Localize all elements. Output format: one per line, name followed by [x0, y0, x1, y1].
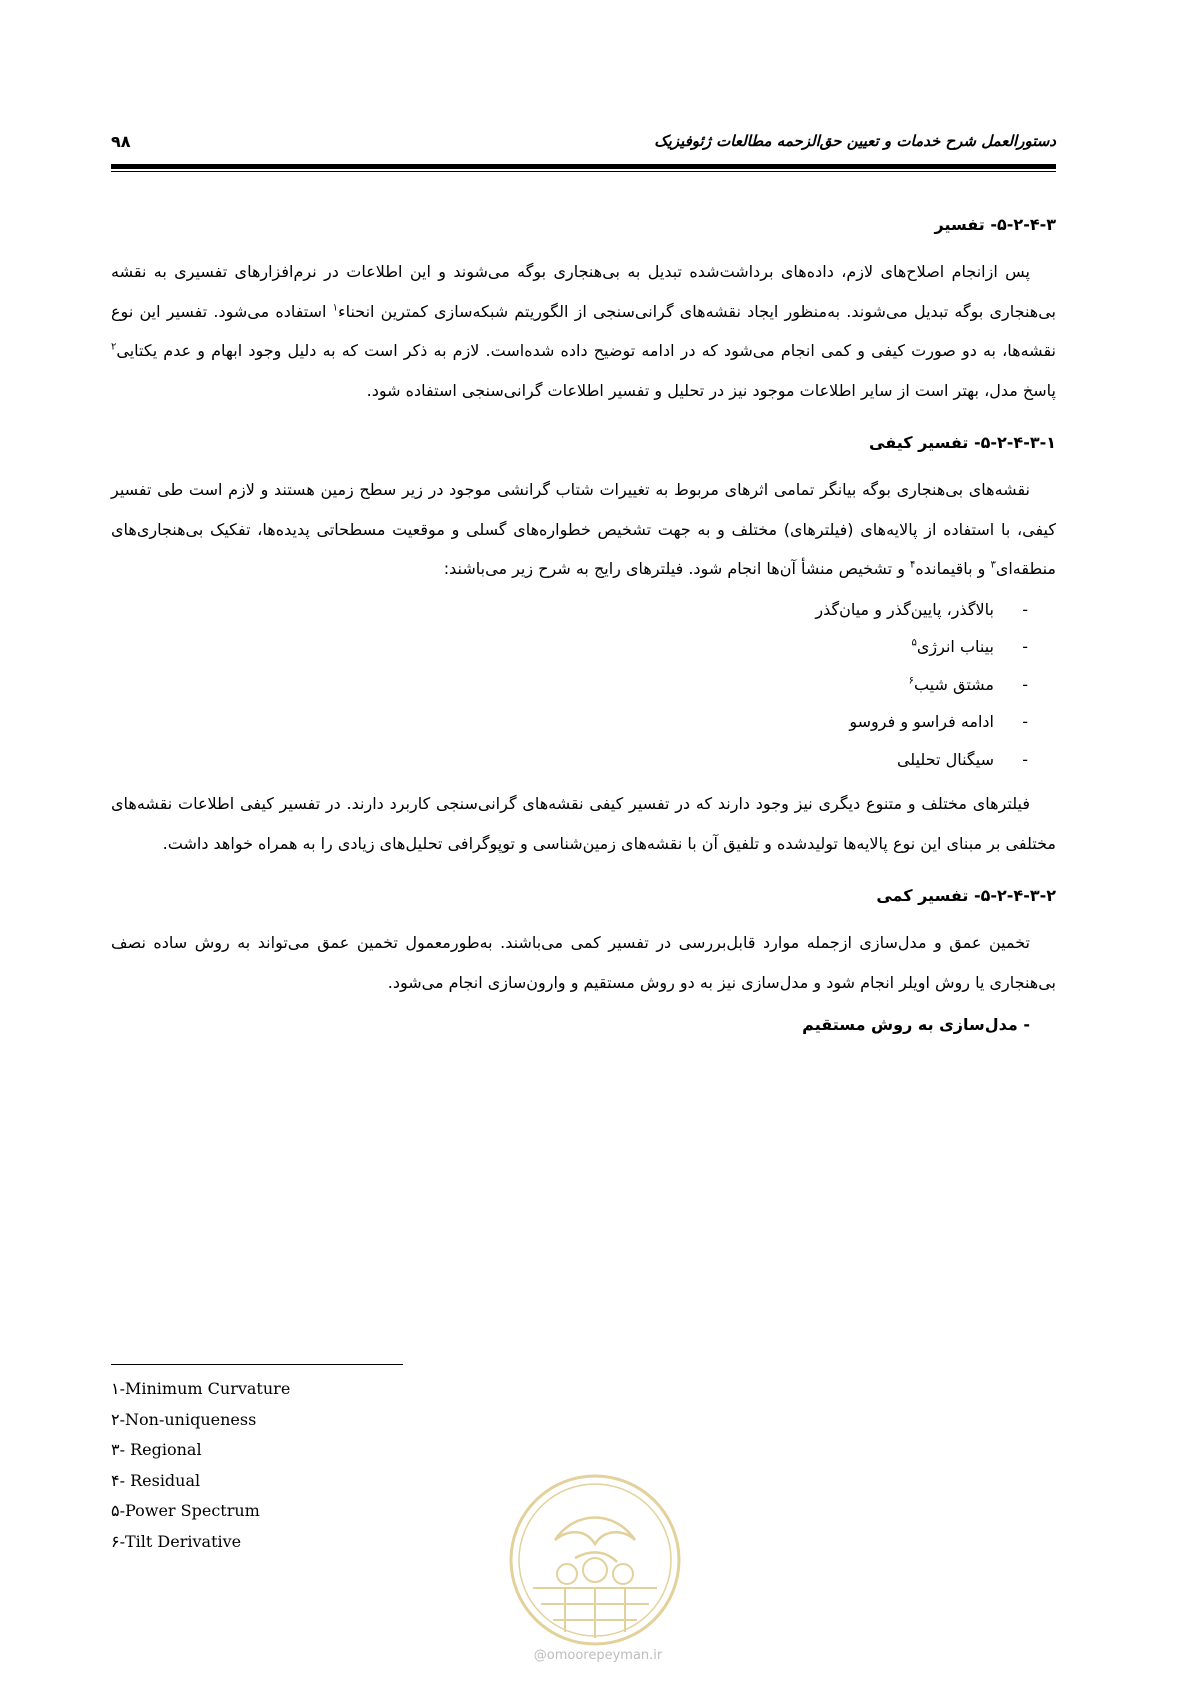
paragraph-interpretation: [111, 252, 1056, 410]
list-item-sup: ۶: [908, 675, 914, 687]
list-item: [111, 703, 1028, 741]
paragraph-quantitative: تخمین عمق و مدل‌سازی ازجمله موارد قابل‌بررسی در تفسیر کمی می‌باشند. به‌طورمعمول تخمین عمق می‌تواند به روش ساده نصف بی‌هنجاری یا روش اویلر انجام شود و مدل‌سازی نیز به دو روش مستقیم و وارون‌سازی انجام می‌شود.: [111, 933, 1056, 992]
list-item-text: ادامه فراسو و فروسو: [849, 712, 994, 731]
list-item-sup: ۵: [911, 637, 917, 649]
list-item: [111, 591, 1028, 629]
header-rule-thick: [111, 164, 1056, 169]
watermark-logo-icon: [505, 1470, 685, 1650]
watermark-url: @omoorepeyman.ir: [533, 1648, 663, 1663]
paragraph-text: پس ازانجام اصلاح‌های لازم، داده‌های برداشت‌شده تبدیل به بی‌هنجاری بوگه می‌شوند و این اطلاعات در نرم‌افزارهای تفسیری به نقشه بی‌هنجاری بوگه تبدیل می‌شوند. به‌منظور ایجاد نقشه‌های گرانی‌سنجی از الگوریتم شبکه‌سازی کمترین انحناء: [111, 262, 1057, 321]
paragraph-text: استفاده می‌شود. تفسیر این نوع نقشه‌ها، به دو صورت کیفی و کمی انجام می‌شود که در ادامه توضیح داده شده‌است. لازم به ذکر است که به دلیل وجود ابهام و عدم یکتایی: [111, 301, 1056, 360]
running-title: دستورالعمل شرح خدمات و تعیین حق‌الزحمه مطالعات ژئوفیزیک: [654, 132, 1056, 150]
filter-list: [111, 591, 1056, 779]
list-item-text: بیناب انرژی: [916, 637, 994, 656]
list-dash: -: [1022, 712, 1028, 731]
paragraph-text: و باقیمانده: [915, 559, 991, 578]
footnote-item: ۱-Minimum Curvature: [111, 1379, 291, 1398]
list-item-text: بالاگذر، پایین‌گذر و میان‌گذر: [815, 599, 994, 619]
list-item: [111, 628, 1028, 666]
footnote-ref-4: ۴: [910, 559, 916, 571]
paragraph-text: و تشخیص منشأ آن‌ها انجام شود. فیلترهای رایج به شرح زیر می‌باشند:: [443, 559, 911, 578]
paragraph-text: پاسخ مدل، بهتر است از سایر اطلاعات موجود نیز در تحلیل و تفسیر اطلاعات گرانی‌سنجی استفاده شود.: [366, 380, 1056, 400]
footnote-item: ۶-Tilt Derivative: [111, 1531, 242, 1551]
list-dash: -: [1022, 674, 1028, 694]
list-item-text: سیگنال تحلیلی: [896, 749, 994, 769]
footnote-rule: [111, 1364, 403, 1365]
list-dash: -: [1022, 599, 1028, 619]
header-rule-thin: [111, 171, 1056, 172]
list-item: [111, 741, 1028, 779]
page-header: [111, 128, 1056, 156]
footnote-item: ۳- Regional: [111, 1440, 202, 1459]
footnote-item: ۴- Residual: [111, 1470, 201, 1490]
footnote-item: ۵-Power Spectrum: [111, 1501, 260, 1520]
list-dash: -: [1022, 637, 1028, 656]
subheading-direct-modeling: - مدل‌سازی به روش مستقیم: [802, 1015, 1030, 1034]
section-heading-qualitative: ۵-۲-۴-۳-۱- تفسیر کیفی: [869, 433, 1056, 452]
page-number: ۹۸: [111, 132, 131, 151]
list-dash: -: [1022, 749, 1028, 769]
footnotes: [111, 1374, 290, 1557]
footnote-ref-1: ۱: [332, 302, 339, 314]
section-heading-quantitative: ۵-۲-۴-۳-۲- تفسیر کمی: [876, 886, 1056, 905]
document-body: [111, 210, 1056, 1042]
footnote-ref-2: ۲: [111, 341, 117, 353]
footnote-ref-3: ۳: [990, 559, 996, 571]
section-heading-interpretation: ۵-۲-۴-۳- تفسیر: [934, 215, 1056, 234]
paragraph-text: نقشه‌های بی‌هنجاری بوگه بیانگر تمامی اثرهای مربوط به تغییرات شتاب گرانشی موجود در زیر سطح زمین هستند و لازم است طی تفسیر کیفی، با استفاده از پالایه‌های (فیلترهای) مختلف و به جهت تشخیص خطواره‌های گسلی و موقعیت مسطحاتی پدیده‌ها، تفکیک بی‌هنجاری‌های منطقه‌ای: [111, 480, 1056, 578]
paragraph-filters: فیلترهای مختلف و متنوع دیگری نیز وجود دارند که در تفسیر کیفی نقشه‌های گرانی‌سنجی کاربرد دارند. در تفسیر کیفی اطلاعات نقشه‌های مختلفی بر مبنای این نوع پالایه‌ها تولیدشده و تلفیق آن با نقشه‌های زمین‌شناسی و توپوگرافی تحلیل‌های زیادی را به همراه خواهد داشت.: [111, 794, 1056, 853]
list-item: [111, 666, 1028, 704]
footnote-item: ۲-Non-uniqueness: [111, 1409, 257, 1429]
paragraph-qualitative: [111, 470, 1056, 589]
list-item-text: مشتق شیب: [913, 674, 994, 694]
